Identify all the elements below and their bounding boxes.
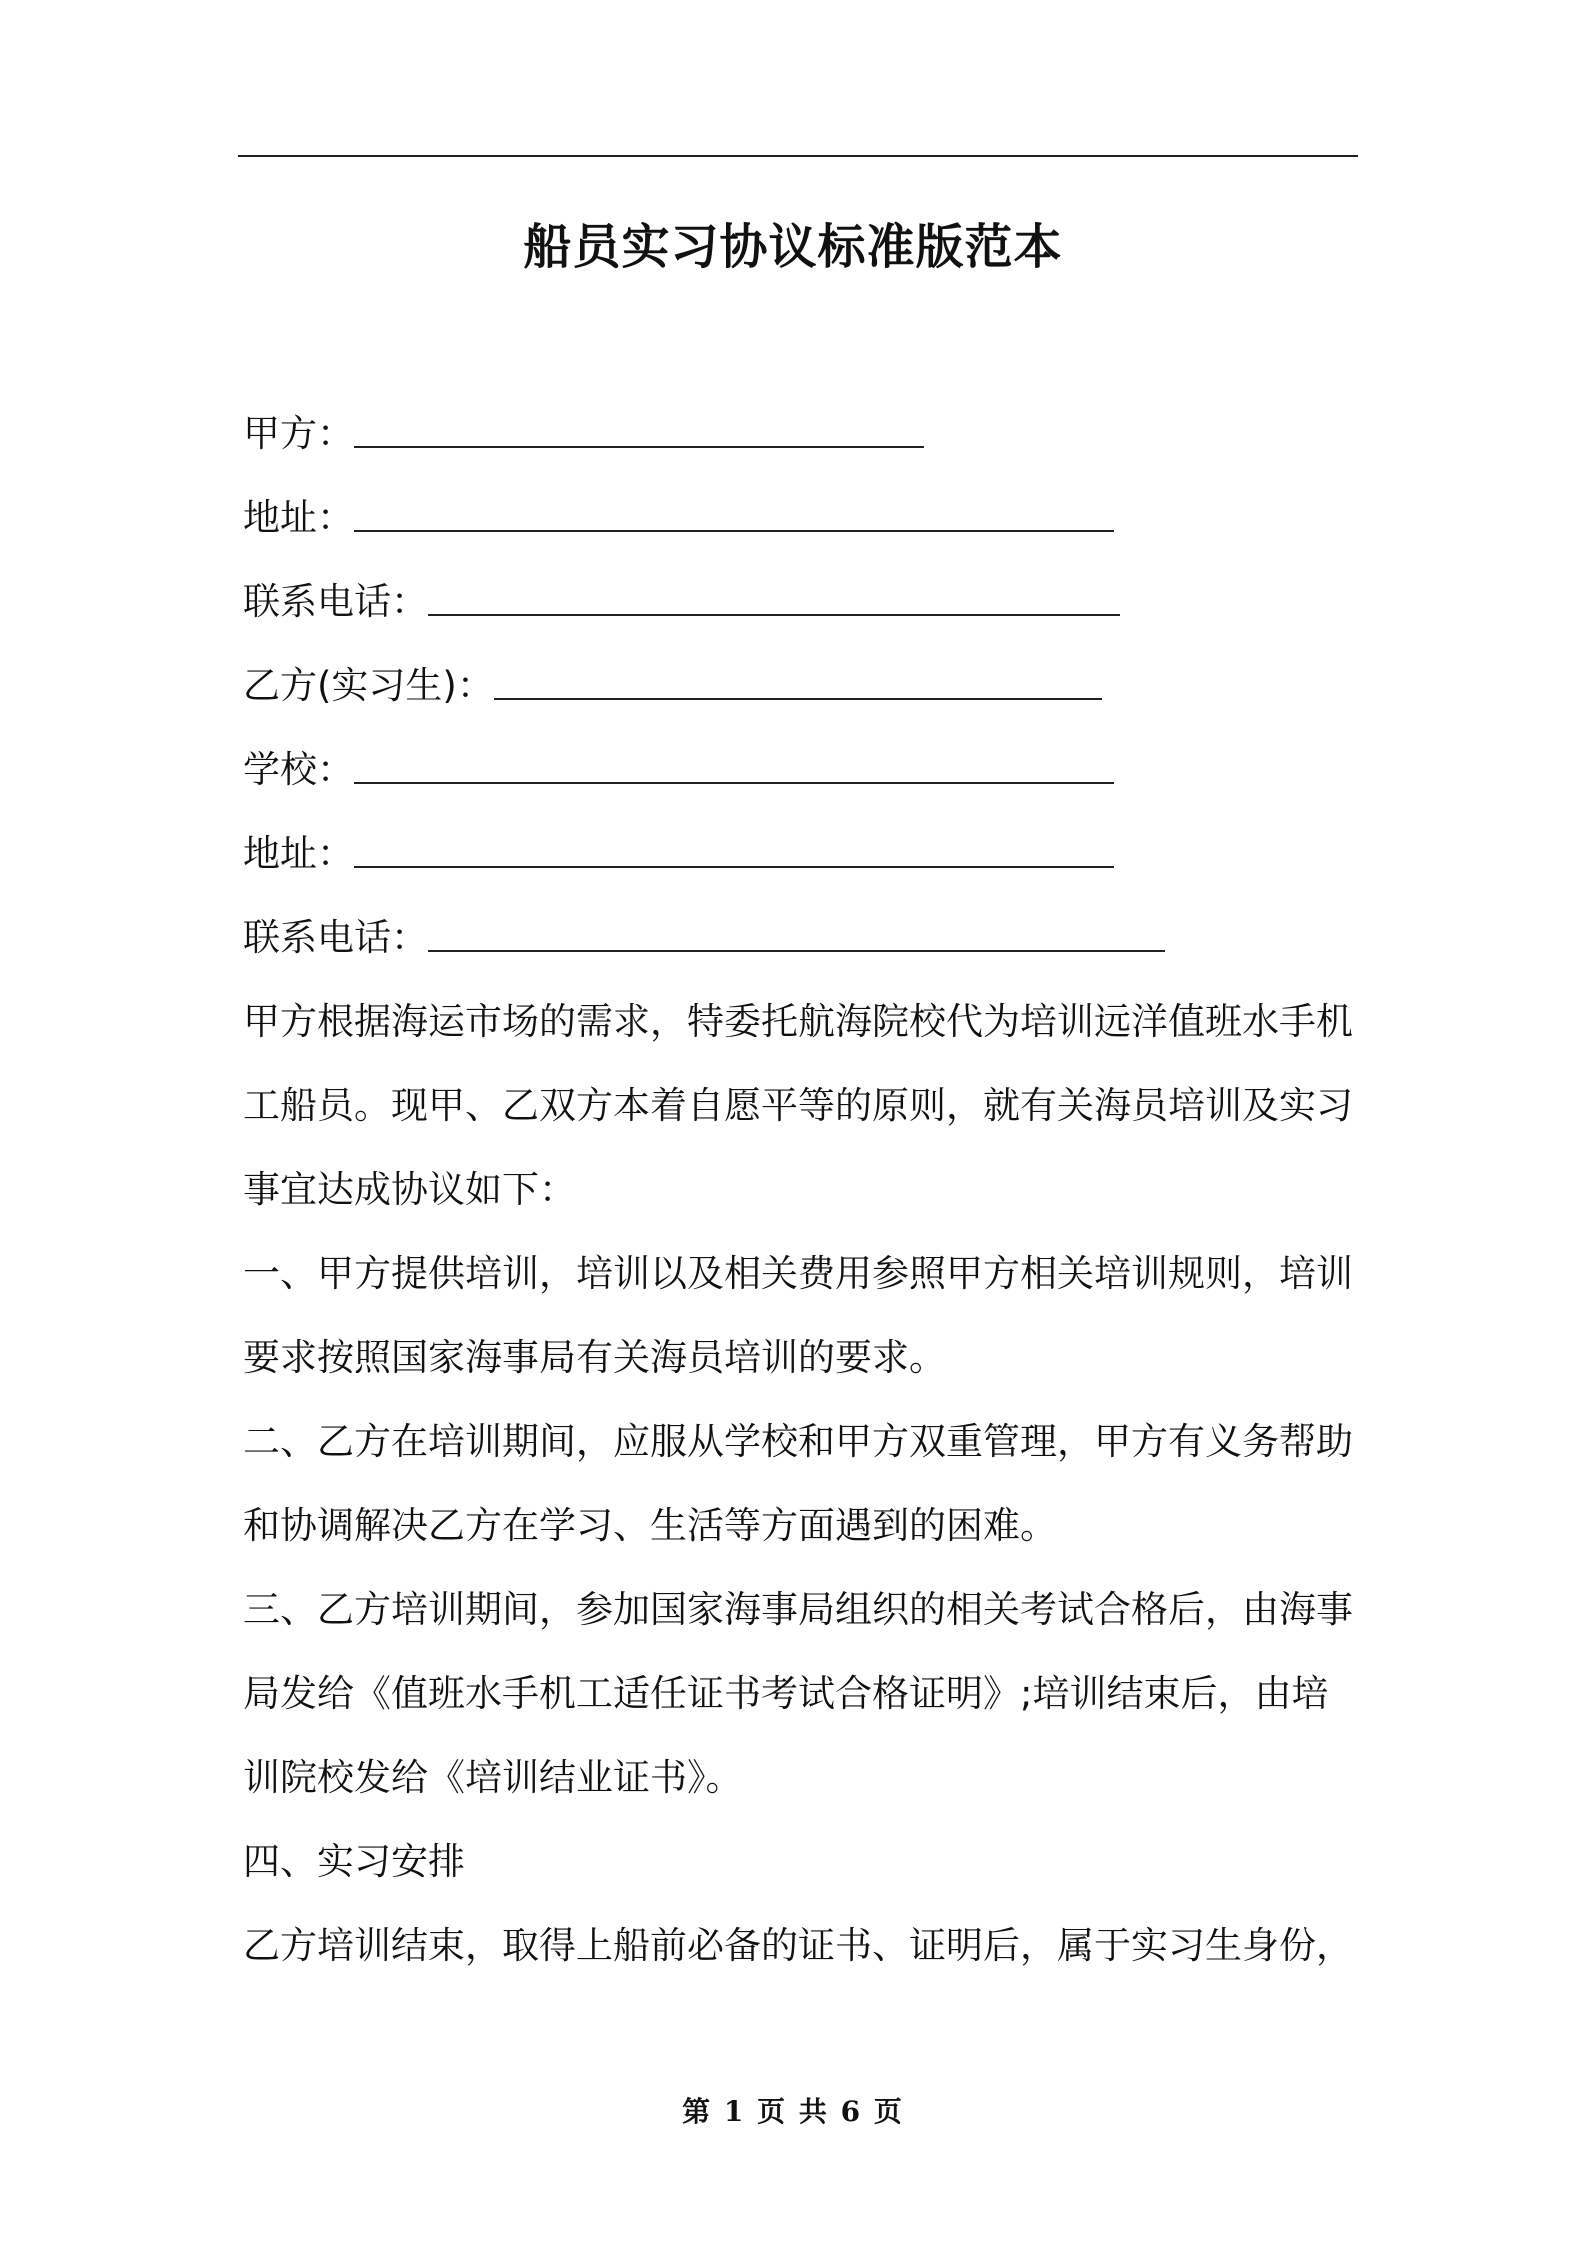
header-rule	[238, 155, 1358, 157]
field-label: 联系电话：	[243, 916, 428, 959]
body-line: 事宜达成协议如下：	[243, 1168, 576, 1211]
party-a-phone-field	[243, 574, 1120, 630]
party-b-address-field	[243, 826, 1114, 882]
body-line: 训院校发给《培训结业证书》。	[243, 1756, 743, 1799]
field-label: 地址：	[243, 832, 354, 875]
body-line: 二、乙方在培训期间，应服从学校和甲方双重管理，甲方有义务帮助	[243, 1420, 1353, 1463]
page-footer: 第 1 页 共 6 页	[682, 2095, 904, 2128]
blank-line	[494, 658, 1102, 700]
body-line: 和协调解决乙方在学习、生活等方面遇到的困难。	[243, 1504, 1057, 1547]
blank-line	[354, 406, 924, 448]
party-a-field	[243, 406, 924, 462]
field-label: 乙方(实习生)：	[243, 664, 494, 707]
school-field	[243, 742, 1114, 798]
field-label: 甲方：	[243, 412, 354, 455]
body-line: 局发给《值班水手机工适任证书考试合格证明》;培训结束后，由培	[243, 1672, 1329, 1715]
document-title: 船员实习协议标准版范本	[523, 219, 1063, 275]
body-line: 要求按照国家海事局有关海员培训的要求。	[243, 1336, 946, 1379]
body-line: 工船员。现甲、乙双方本着自愿平等的原则，就有关海员培训及实习	[243, 1084, 1353, 1127]
blank-line	[354, 742, 1114, 784]
blank-line	[354, 490, 1114, 532]
blank-line	[428, 910, 1165, 952]
body-line: 甲方根据海运市场的需求，特委托航海院校代为培训远洋值班水手机	[243, 1000, 1353, 1043]
section-heading: 四、实习安排	[243, 1840, 465, 1883]
body-line: 乙方培训结束，取得上船前必备的证书、证明后，属于实习生身份，	[243, 1924, 1353, 1967]
party-a-address-field	[243, 490, 1114, 546]
body-line: 一、甲方提供培训，培训以及相关费用参照甲方相关培训规则，培训	[243, 1252, 1353, 1295]
blank-line	[428, 574, 1120, 616]
party-b-phone-field	[243, 910, 1165, 966]
field-label: 联系电话：	[243, 580, 428, 623]
field-label: 学校：	[243, 748, 354, 791]
blank-line	[354, 826, 1114, 868]
field-label: 地址：	[243, 496, 354, 539]
body-line: 三、乙方培训期间，参加国家海事局组织的相关考试合格后，由海事	[243, 1588, 1353, 1631]
party-b-field	[243, 658, 1102, 714]
